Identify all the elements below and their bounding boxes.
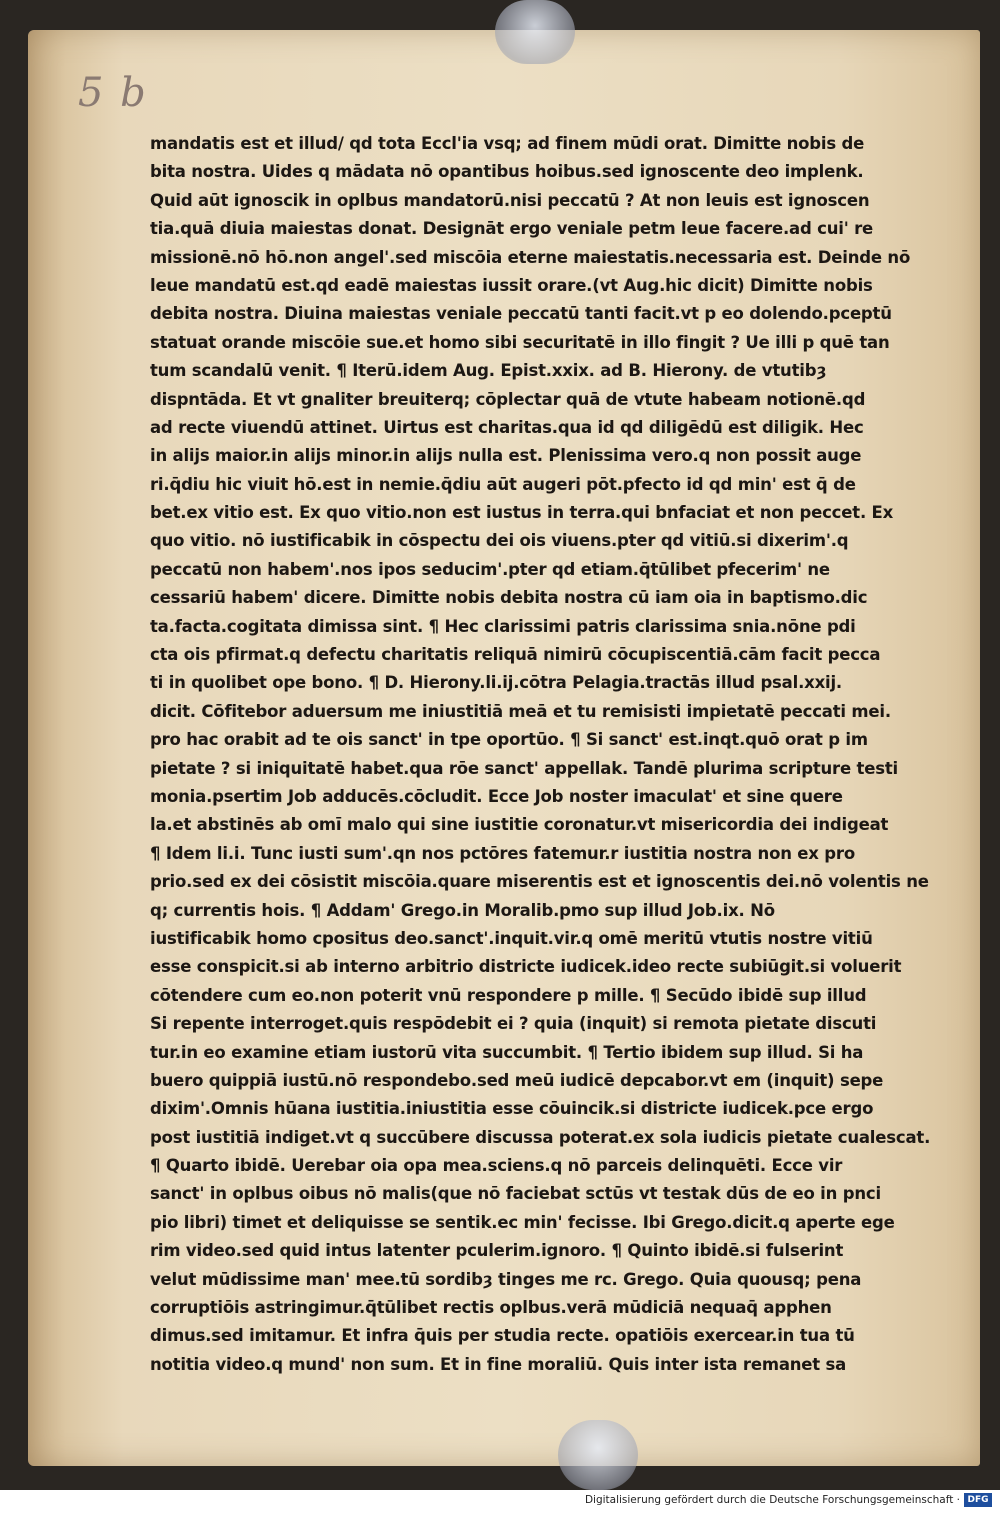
dfg-logo: DFG [964,1493,992,1507]
text-line: ta.facta.cogitata dimissa sint. ¶ Hec clarissimi patris clarissima snia.nōne pdi [150,616,856,636]
text-line: missionē.nō hō.non angel'.sed miscōia eterne maiestatis.necessaria est. Deinde nō [150,247,911,267]
text-line: peccatū non habem'.nos ipos seducim'.pter qd etiam.q̄tūlibet pfecerim' ne [150,559,830,579]
text-line: ad recte viuendū attinet. Uirtus est charitas.qua id qd diligēdū est diligik. Hec [150,417,864,437]
text-line: q; currentis hois. ¶ Addam' Grego.in Moralib.pmo sup illud Job.ix. Nō [150,900,775,920]
text-line: prio.sed ex dei cōsistit miscōia.quare miserentis est et ignoscentis dei.nō volentis ne [150,872,929,892]
footer [0,1490,1000,1513]
text-line: statuat orande miscōie sue.et homo sibi securitatē in illo fingit ? Ue illi p quē tan [150,332,890,352]
text-line: pietate ? si iniquitatē habet.qua rōe sanct' appellak. Tandē plurima scripture testi [150,758,898,778]
text-line: pro hac orabit ad te ois sanct' in tpe oportūo. ¶ Si sanct' est.inqt.quō orat p im [150,730,868,750]
text-line: pio libri) timet et deliquisse se sentik.ec min' fecisse. Ibi Grego.dicit.q aperte ege [150,1212,895,1232]
text-line: ¶ Quarto ibidē. Uerebar oia opa mea.sciens.q nō parceis delinquēti. Ecce vir [150,1156,843,1176]
text-line: quo vitio. nō iustificabik in cōspectu dei ois viuens.pter qd vitiū.si dixerim'.q [150,531,849,551]
bottom-book-clip [558,1420,638,1490]
text-line: ti in quolibet ope bono. ¶ D. Hierony.li.ij.cōtra Pelagia.tractās illud psal.xxij. [150,673,843,693]
text-block [150,130,940,1379]
text-line: ri.q̄diu hic viuit hō.est in nemie.q̄diu aūt augeri pōt.pfecto id qd min' est q̄ de [150,474,856,494]
text-line: cessariū habem' dicere. Dimitte nobis debita nostra cū iam oia in baptismo.dic [150,588,868,608]
text-line: esse conspicit.si ab interno arbitrio districte iudicek.ideo recte subiūgit.si voluerit [150,957,902,977]
text-line: Si repente interroget.quis respōdebit ei ? quia (inquit) si remota pietate discuti [150,1014,877,1034]
text-line: leue mandatū est.qd eadē maiestas iussit orare.(vt Aug.hic dicit) Dimitte nobis [150,275,873,295]
text-line: mandatis est et illud/ qd tota Eccl'ia vsq; ad finem mūdi orat. Dimitte nobis de [150,134,865,153]
text-line: monia.psertim Job adducēs.cōcludit. Ecce Job noster imaculat' et sine quere [150,786,843,806]
text-line: iustificabik homo cpositus deo.sanct'.inquit.vir.q omē meritū vtutis nostre vitiū [150,928,873,948]
text-line: dixim'.Omnis hūana iustitia.iniustitia esse cōuincik.si districte iudicek.pce ergo [150,1099,874,1119]
text-line: la.et abstinēs ab omī malo qui sine iustitie coronatur.vt misericordia dei indigeat [150,815,889,835]
text-line: buero quippiā iustū.nō respondebo.sed meū iudicē depcabor.vt em (inquit) sepe [150,1070,884,1090]
text-line: dimus.sed imitamur. Et infra q̄uis per studia recte. opatiōis exercear.in tua tū [150,1326,855,1346]
text-line: debita nostra. Diuina maiestas veniale peccatū tanti facit.vt p eo dolendo.pceptū [150,304,892,324]
text-line: cta ois pfirmat.q defectu charitatis reliquā nimirū cōcupiscentiā.cām facit pecca [150,645,881,665]
funding-notice: Digitalisierung gefördert durch die Deutsche Forschungsgemeinschaft · [584,1494,960,1506]
text-line: Quid aūt ignoscik in oplbus mandatorū.nisi peccatū ? At non leuis est ignoscen [150,190,870,210]
text-line: notitia video.q mund' non sum. Et in fine moraliū. Quis inter ista remanet sa [150,1354,847,1374]
text-line: post iustitiā indiget.vt q succūbere discussa poterat.ex sola iudicis pietate cualescat. [150,1127,931,1147]
text-line: rim video.sed quid intus latenter pculerim.ignoro. ¶ Quinto ibidē.si fulserint [150,1241,844,1261]
text-line: velut mūdissime man' mee.tū sordibȝ tinges me rc. Grego. Quia quousq; pena [150,1269,862,1289]
text-line: in alijs maior.in alijs minor.in alijs nulla est. Plenissima vero.q non possit auge [150,446,862,466]
text-line: dispntāda. Et vt gnaliter breuiterq; cōplectar quā de vtute habeam notionē.qd [150,389,866,409]
text-line: tum scandalū venit. ¶ Iterū.idem Aug. Epist.xxix. ad B. Hierony. de vtutibȝ [150,361,827,381]
folio-mark: 5 b [78,70,148,116]
text-line: sanct' in oplbus oibus nō malis(que nō faciebat sctūs vt testak dūs de eo in pnci [150,1184,881,1204]
text-line: cōtendere cum eo.non poterit vnū respondere p mille. ¶ Secūdo ibidē sup illud [150,985,867,1005]
text-line: bet.ex vitio est. Ex quo vitio.non est iustus in terra.qui bnfaciat et non peccet. Ex [150,503,894,523]
text-line: tia.quā diuia maiestas donat. Designāt ergo veniale petm leue facere.ad cui' re [150,219,874,239]
text-line: tur.in eo examine etiam iustorū vita succumbit. ¶ Tertio ibidem sup illud. Si ha [150,1042,864,1062]
text-line: dicit. Cōfitebor aduersum me iniustitiā meā et tu remisisti impietatē peccati mei. [150,701,891,721]
text-line: corruptiōis astringimur.q̄tūlibet rectis oplbus.verā mūdiciā nequaq̄ apphen [150,1298,832,1318]
text-line: bita nostra. Uides q mādata nō opantibus hoibus.sed ignoscente deo implenk. [150,162,864,182]
top-book-clip [495,0,575,64]
text-line: ¶ Idem li.i. Tunc iusti sum'.qn nos pctōres fatemur.r iustitia nostra non ex pro [150,843,855,863]
